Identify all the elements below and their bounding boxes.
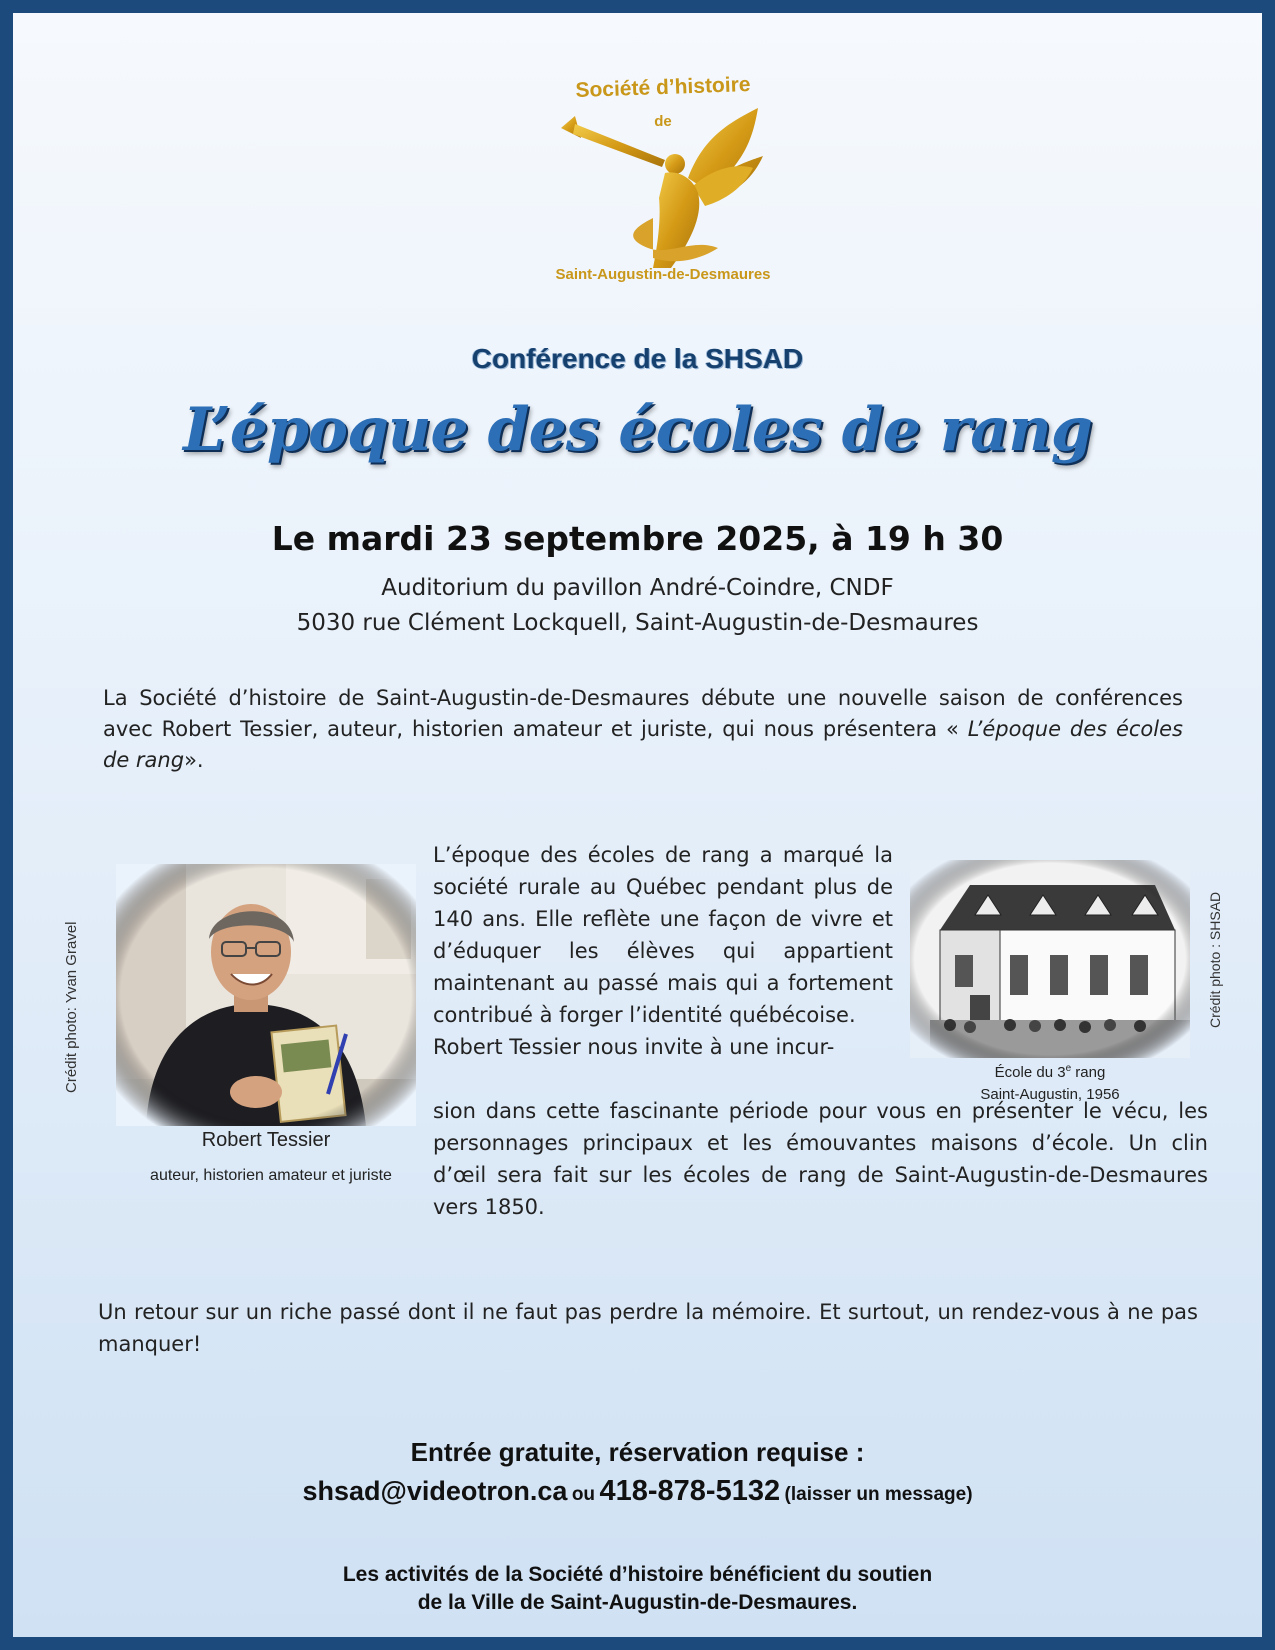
speaker-photo xyxy=(116,864,416,1126)
closing-paragraph: Un retour sur un riche passé dont il ne faut pas perdre la mémoire. Et surtout, un rendez-vous à ne pas manquer! xyxy=(98,1300,1198,1356)
flyer-page xyxy=(13,13,1262,1637)
reservation-heading: Entrée gratuite, réservation requise : xyxy=(410,1437,865,1467)
contact-line xyxy=(13,1475,1262,1508)
intro-end: ». xyxy=(184,748,204,772)
body-paragraph-1 xyxy=(433,839,893,1063)
speaker-role-caption: auteur, historien amateur et juriste xyxy=(150,1167,392,1184)
body-paragraph-2: sion dans cette fascinante période pour vous en présenter le vécu, les personnages principaux et les émouvantes maisons d’école. Un clin d’œil sera fait sur les écoles de rang de Saint-Augustin-de-Desmaures vers 1850. xyxy=(433,1099,1208,1219)
school-caption-suffix: rang xyxy=(1071,1064,1106,1081)
speaker-name-caption: Robert Tessier xyxy=(201,1129,331,1151)
intro-paragraph xyxy=(103,683,1183,776)
body-paragraph-1-text: L’époque des écoles de rang a marqué la société rurale au Québec pendant plus de 140 ans. Elle reflète une façon de vivre et d’éduquer les élèves qui appartient maintenant au passé mais qui a fortement contribué à forger l’identité québécoise. xyxy=(433,843,893,1027)
photo-credit-right: Crédit photo : SHSAD xyxy=(1207,891,1223,1028)
school-caption-sup: e xyxy=(1065,1063,1072,1074)
body-paragraph-2-start: Robert Tessier nous invite à une incur- xyxy=(433,1035,835,1059)
school-caption-prefix: École du 3 xyxy=(994,1064,1066,1081)
email-link[interactable]: shsad@videotron.ca xyxy=(302,1476,568,1506)
conference-label: Conférence de la SHSAD xyxy=(471,343,804,374)
phone-note: (laisser un message) xyxy=(784,1484,973,1505)
logo-middle-text: de xyxy=(654,113,672,130)
photo-credit-left: Crédit photo: Yvan Gravel xyxy=(63,921,80,1093)
logo-bottom-text: Saint-Augustin-de-Desmaures xyxy=(555,266,771,283)
society-logo xyxy=(533,58,793,298)
support-notice xyxy=(13,1561,1262,1617)
phone-number[interactable]: 418-878-5132 xyxy=(599,1475,781,1507)
school-caption-line-1 xyxy=(910,1063,1190,1081)
intro-text: La Société d’histoire de Saint-Augustin-de-Desmaures débute une nouvelle saison de conférences avec Robert Tessier, auteur, historien amateur et juriste, qui nous présentera « xyxy=(103,686,1183,741)
venue-line-1: Auditorium du pavillon André-Coindre, CNDF xyxy=(381,575,894,601)
schoolhouse-icon xyxy=(910,860,1190,1058)
logo-top-text: Société d’histoire xyxy=(575,72,751,103)
school-photo xyxy=(910,860,1190,1058)
intro-title-reference: L’époque des écoles de rang xyxy=(103,717,1183,772)
event-date-time: Le mardi 23 septembre 2025, à 19 h 30 xyxy=(271,519,1004,558)
trumpet-angel-icon xyxy=(553,98,773,273)
support-line-1: Les activités de la Société d’histoire bénéficient du soutien xyxy=(342,1563,933,1586)
venue-address: 5030 rue Clément Lockquell, Saint-Augustin-de-Desmaures xyxy=(296,610,979,636)
speaker-portrait-icon xyxy=(116,864,416,1126)
support-line-2: de la Ville de Saint-Augustin-de-Desmaures. xyxy=(417,1591,858,1614)
contact-or: ou xyxy=(571,1484,596,1505)
school-caption-line-2: Saint-Augustin, 1956 xyxy=(980,1086,1120,1103)
page-title: L’époque des écoles de rang xyxy=(183,395,1092,465)
